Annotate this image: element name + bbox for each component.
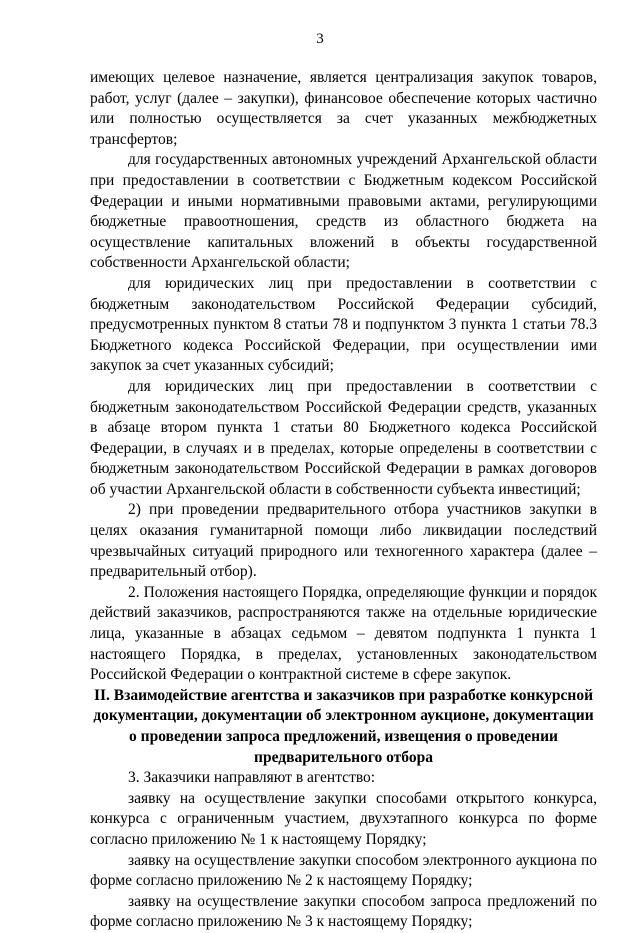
paragraph-item-2: 2. Положения настоящего Порядка, определяющие функции и порядок действий заказчиков, распространяются также на отдельные юридические лица, указанные в абзацах седьмом – девятом подпункта 1 пункта 1 настоящего Порядка, в пределах, установленных законодательством Российской Федерации о контрактной системе в сфере закупок. (90, 583, 597, 684)
paragraph-application-proposals: заявку на осуществление закупки способом запроса предложений по форме согласно приложению № 3 к настоящему Порядку; (90, 892, 597, 931)
document-body (90, 68, 597, 933)
paragraph-autonomous-institutions: для государственных автономных учреждений Архангельской области при предоставлении в соответствии с Бюджетным кодексом Российской Федерации и иными нормативными правовыми актами, регулирующими бюджетные правоотношения, средств из областного бюджета на осуществление капитальных вложений в объекты государственной собственности Архангельской области; (90, 151, 597, 272)
paragraph-continuation: имеющих целевое назначение, является централизация закупок товаров, работ, услуг (далее – закупки), финансовое обеспечение которых частично или полностью осуществляется за счет указанных межбюджетных трансфертов; (90, 69, 597, 148)
paragraph-application-auction: заявку на осуществление закупки способом электронного аукциона по форме согласно приложению № 2 к настоящему Порядку; (90, 851, 597, 890)
paragraph-legal-entities-subsidies: для юридических лиц при предоставлении в соответствии с бюджетным законодательством Российской Федерации субсидий, предусмотренных пунктом 8 статьи 78 и подпунктом 3 пункта 1 статьи 78.3 Бюджетного кодекса Российской Федерации, при осуществлении ими закупок за счет указанных субсидий; (90, 274, 597, 375)
paragraph-application-contest: заявку на осуществление закупки способами открытого конкурса, конкурса с ограниченным участием, двухэтапного конкурса по форме согласно приложению № 1 к настоящему Порядку; (90, 789, 597, 848)
page-number: 3 (316, 31, 324, 47)
paragraph-legal-entities-funds: для юридических лиц при предоставлении в соответствии с бюджетным законодательством Российской Федерации средств, указанных в абзаце втором пункта 1 статьи 80 Бюджетного кодекса Российской Федерации, в случаях и в пределах, которые определены в соответствии с бюджетным законодательством Российской Федерации в рамках договоров об участии Архангельской области в собственности субъекта инвестиций; (90, 377, 597, 498)
paragraph-item-3: 3. Заказчики направляют в агентство: (128, 769, 376, 787)
paragraph-preliminary-selection: 2) при проведении предварительного отбора участников закупки в целях оказания гуманитарной помощи либо ликвидации последствий чрезвычайных ситуаций природного или техногенного характера (далее – предварительный отбор). (90, 501, 597, 581)
section-heading: II. Взаимодействие агентства и заказчиков при разработке конкурсной документации, документации об электронном аукционе, документации о проведении запроса предложений, извещения о проведении предварительного отбора (93, 686, 594, 766)
